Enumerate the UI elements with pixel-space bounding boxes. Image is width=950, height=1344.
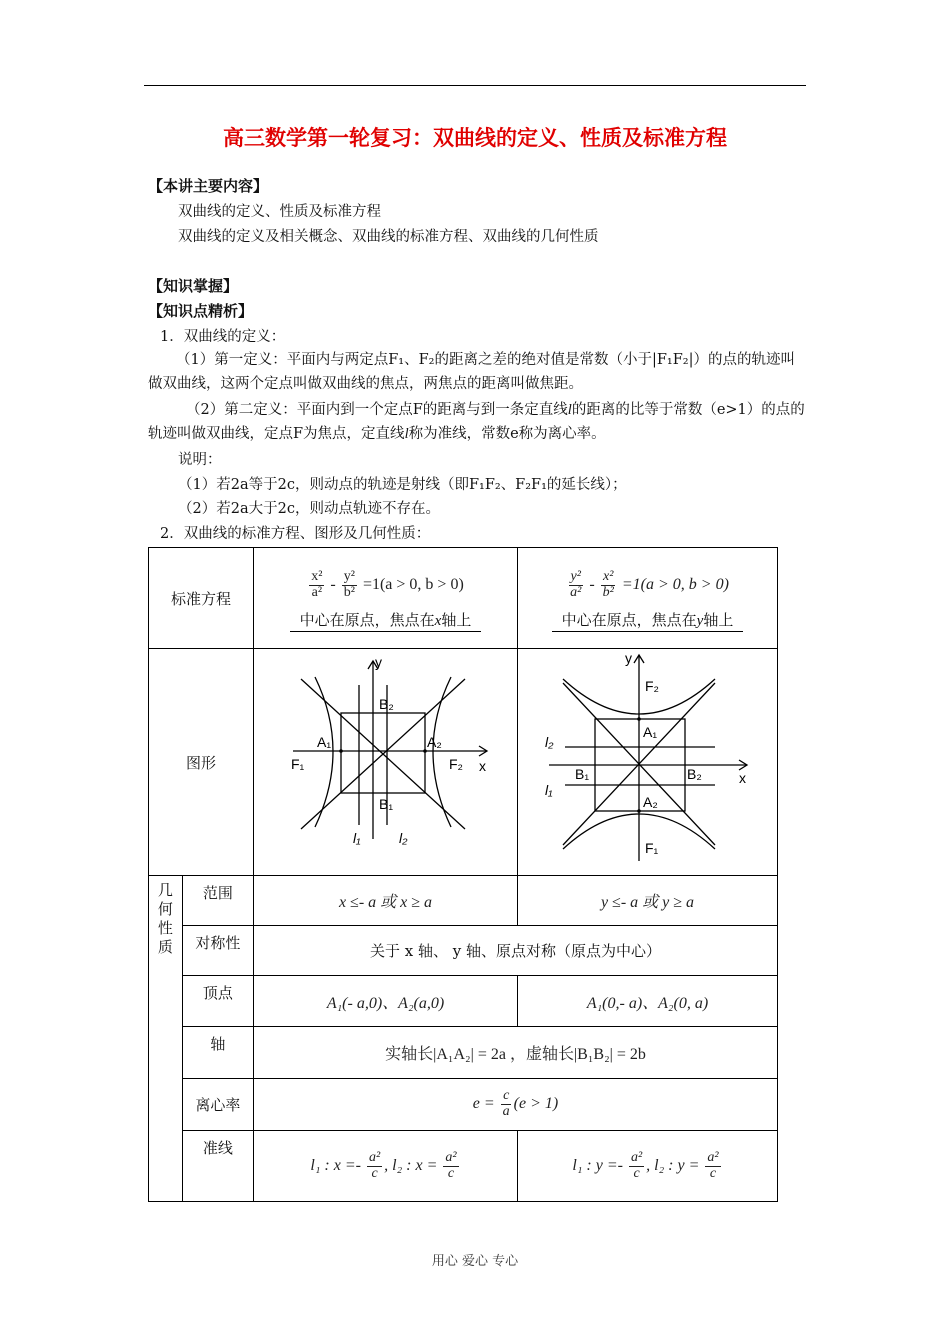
label-standard-equation: 标准方程 bbox=[149, 548, 254, 649]
section-header-knowledge: 【知识掌握】 bbox=[148, 277, 239, 295]
label-geometry: 几何性质 bbox=[149, 876, 183, 1202]
label-F2: F₂ bbox=[644, 678, 659, 694]
content-line-1: 双曲线的定义、性质及标准方程 bbox=[178, 204, 381, 220]
symmetry-value: 关于 x 轴、 y 轴、原点对称（原点为中心） bbox=[254, 926, 778, 976]
label-B1: B₁ bbox=[378, 796, 393, 812]
label-axis: 轴 bbox=[182, 1027, 253, 1079]
label-symmetry: 对称性 bbox=[182, 926, 253, 976]
label-A2: A₂ bbox=[642, 794, 658, 810]
row-directrix bbox=[149, 1131, 778, 1202]
item-standard: 2．双曲线的标准方程、图形及几何性质： bbox=[160, 526, 431, 542]
row-symmetry bbox=[149, 926, 778, 976]
label-A2: A₂ bbox=[426, 734, 442, 750]
equation-y-focus: $\frac{\text{y²}}{\text{a²}}$ - $\frac{\text{x²}}{\text{b²}}$ =1(a > 0, b > 0) 中心在原点，焦点在y轴上 bbox=[518, 548, 778, 649]
row-range bbox=[149, 876, 778, 926]
row-standard-equation bbox=[149, 548, 778, 649]
vertex-y: A₁(0,- a)、A₂(0, a) bbox=[518, 976, 778, 1027]
figure-x-hyperbola bbox=[254, 649, 518, 876]
label-A1: A₁ bbox=[642, 724, 657, 740]
note-2: （2）若2a大于2c，则动点轨迹不存在。 bbox=[178, 501, 440, 517]
row-axis bbox=[149, 1027, 778, 1079]
section-header-content: 【本讲主要内容】 bbox=[148, 177, 269, 195]
row-vertex bbox=[149, 976, 778, 1027]
first-definition: （1）第一定义：平面内与两定点F₁、F₂的距离之差的绝对值是常数（小于|F₁F₂|）的点的轨迹叫做双曲线，这两个定点叫做双曲线的焦点，两焦点的距离叫做焦距。 bbox=[148, 352, 795, 392]
label-B1: B₁ bbox=[574, 766, 589, 782]
hyperbola-x-diagram bbox=[255, 649, 517, 871]
item-definition: 1．双曲线的定义： bbox=[160, 329, 286, 345]
label-directrix: 准线 bbox=[182, 1131, 253, 1202]
range-y: y ≤- a 或 y ≥ a bbox=[518, 876, 778, 926]
page-title: 高三数学第一轮复习：双曲线的定义、性质及标准方程 bbox=[223, 126, 727, 150]
header-rule bbox=[144, 85, 806, 86]
row-eccentricity bbox=[149, 1079, 778, 1131]
eccentricity-value: e = $\frac{c}{a}$ (e > 1) bbox=[254, 1079, 778, 1131]
row-figure bbox=[149, 649, 778, 876]
section-subheader: 【知识点精析】 bbox=[148, 302, 254, 320]
label-y: y bbox=[624, 650, 632, 666]
left-branch bbox=[315, 677, 333, 827]
label-x: x bbox=[738, 770, 746, 786]
properties-table bbox=[148, 547, 778, 1202]
label-F1: F₁ bbox=[644, 840, 658, 856]
label-A1: A₁ bbox=[316, 734, 331, 750]
note-label: 说明： bbox=[178, 452, 222, 468]
figure-y-hyperbola bbox=[518, 649, 778, 876]
label-figure: 图形 bbox=[149, 649, 254, 876]
label-l1: l₁ bbox=[544, 782, 553, 798]
label-x: x bbox=[478, 758, 486, 774]
label-F2: F₂ bbox=[448, 756, 463, 772]
note-1: （1）若2a等于2c，则动点的轨迹是射线（即F₁F₂、F₂F₁的延长线）； bbox=[178, 477, 627, 493]
label-y: y bbox=[374, 654, 382, 670]
content-line-2: 双曲线的定义及相关概念、双曲线的标准方程、双曲线的几何性质 bbox=[178, 229, 599, 245]
hyperbola-y-diagram bbox=[519, 649, 777, 871]
label-vertex: 顶点 bbox=[182, 976, 253, 1027]
vertex-x: A₁(- a,0)、A₂(a,0) bbox=[254, 976, 518, 1027]
label-l1: l₁ bbox=[352, 830, 361, 846]
label-l2: l₂ bbox=[398, 830, 407, 846]
right-branch bbox=[433, 677, 451, 827]
axis-value: 实轴长|A₁A₂| = 2a ，虚轴长|B₁B₂| = 2b bbox=[254, 1027, 778, 1079]
label-B2: B₂ bbox=[378, 696, 394, 712]
second-definition: （2）第二定义：平面内到一个定点F的距离与到一条定直线l的距离的比等于常数（e>1）的点的轨迹叫做双曲线，定点F为焦点，定直线l称为准线，常数e称为离心率。 bbox=[148, 402, 805, 442]
equation-x-focus: $\frac{\text{x²}}{\text{a²}}$ - $\frac{\text{y²}}{\text{b²}}$ =1(a > 0, b > 0) 中心在原点，焦点在x轴上 bbox=[254, 548, 518, 649]
label-F1: F₁ bbox=[290, 756, 304, 772]
label-range: 范围 bbox=[182, 876, 253, 926]
label-eccentricity: 离心率 bbox=[182, 1079, 253, 1131]
directrix-y: l₁ : y =- $\frac{\text{a²}}{c}$ , l₂ : y = $\frac{\text{a²}}{c}$ bbox=[518, 1131, 778, 1202]
label-l2: l₂ bbox=[544, 734, 553, 750]
directrix-x: l₁ : x =- $\frac{\text{a²}}{c}$ , l₂ : x = $\frac{\text{a²}}{c}$ bbox=[254, 1131, 518, 1202]
page-footer: 用心 爱心 专心 bbox=[431, 1254, 519, 1269]
label-B2: B₂ bbox=[686, 766, 702, 782]
range-x: x ≤- a 或 x ≥ a bbox=[254, 876, 518, 926]
